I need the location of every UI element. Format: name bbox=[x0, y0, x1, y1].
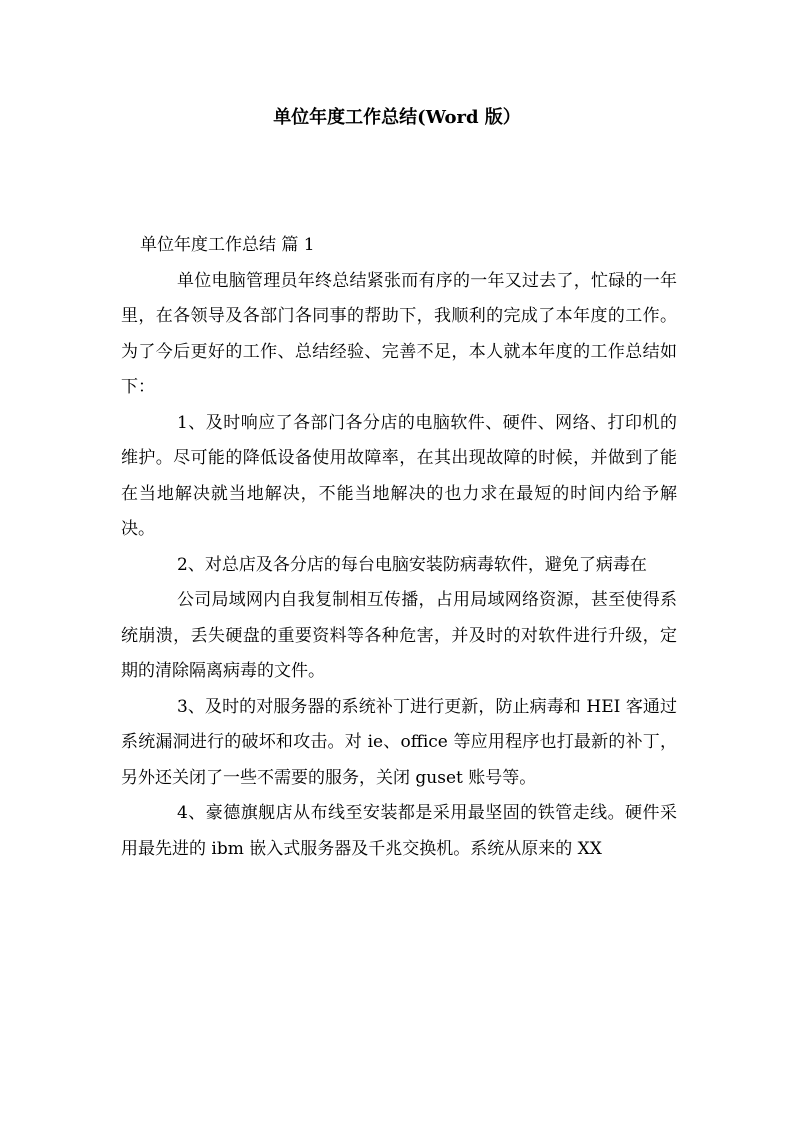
document-body bbox=[121, 228, 677, 867]
paragraph-item-4: 4、豪德旗舰店从布线至安装都是采用最坚固的铁管走线。硬件采用最先进的 ibm 嵌入式服务器及千兆交换机。系统从原来的 XX bbox=[121, 803, 677, 859]
section-heading: 单位年度工作总结 篇 1 bbox=[140, 235, 315, 255]
paragraph-item-1: 1、及时响应了各部门各分店的电脑软件、硬件、网络、打印机的维护。尽可能的降低设备使用故障率，在其出现故障的时候，并做到了能在当地解决就当地解决，不能当地解决的也力求在最短的时间内给予解决。 bbox=[121, 412, 677, 539]
paragraph-item-3: 3、及时的对服务器的系统补丁进行更新，防止病毒和 HEI 客通过系统漏洞进行的破坏和攻击。对 ie、office 等应用程序也打最新的补丁，另外还关闭了一些不需要的服务，关闭 guset 账号等。 bbox=[121, 696, 677, 788]
paragraph-item-2: 2、对总店及各分店的每台电脑安装防病毒软件，避免了病毒在 bbox=[177, 554, 647, 575]
paragraph-item-2-continued: 公司局域网内自我复制相互传播，占用局域网络资源，甚至使得系统崩溃，丢失硬盘的重要资料等各种危害，并及时的对软件进行升级，定期的清除隔离病毒的文件。 bbox=[121, 590, 677, 681]
document-title: 单位年度工作总结(Word 版） bbox=[273, 107, 521, 128]
paragraph-intro: 单位电脑管理员年终总结紧张而有序的一年又过去了，忙碌的一年里，在各领导及各部门各同事的帮助下，我顺利的完成了本年度的工作。为了今后更好的工作、总结经验、完善不足，本人就本年度的工作总结如下： bbox=[121, 270, 677, 397]
